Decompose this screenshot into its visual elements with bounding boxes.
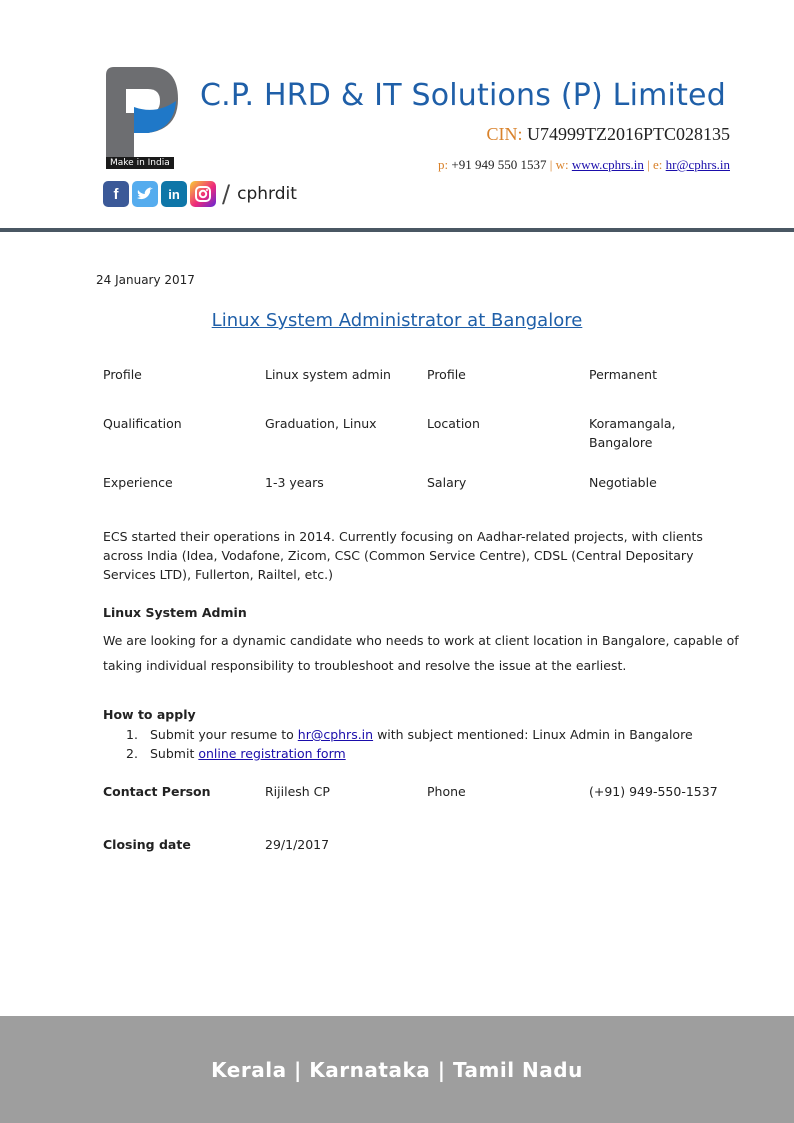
step-text: Submit your resume to — [150, 727, 294, 742]
contact-name: Rijilesh CP — [265, 784, 330, 799]
table-row — [103, 473, 751, 492]
footer-locations: Kerala | Karnataka | Tamil Nadu — [211, 1057, 583, 1082]
document-date: 24 January 2017 — [96, 273, 195, 287]
apply-email-link[interactable]: hr@cphrs.in — [297, 727, 374, 742]
table-row — [103, 365, 751, 384]
detail-label: Profile — [427, 367, 466, 382]
phone-value: (+91) 949-550-1537 — [589, 784, 718, 799]
website-link[interactable]: www.cphrs.in — [571, 157, 644, 172]
email-link[interactable]: hr@cphrs.in — [665, 157, 730, 172]
social-handle: cphrdit — [237, 184, 297, 204]
detail-value: Permanent — [589, 367, 657, 382]
detail-value: Koramangala, Bangalore — [589, 416, 676, 450]
instagram-icon[interactable] — [190, 181, 216, 207]
detail-label: Experience — [103, 475, 173, 490]
step-number: 2. — [126, 746, 138, 761]
company-logo — [104, 67, 178, 171]
detail-value: Linux system admin — [265, 367, 391, 382]
job-title[interactable]: Linux System Administrator at Bangalore — [211, 310, 583, 331]
phone-label: p: — [438, 157, 449, 172]
web-label: w: — [555, 157, 569, 172]
list-item — [126, 744, 693, 763]
step-text: Submit — [150, 746, 195, 761]
table-row — [103, 414, 699, 452]
linkedin-icon[interactable]: in — [161, 181, 187, 207]
registration-form-link[interactable]: online registration form — [198, 746, 346, 761]
closing-date: 29/1/2017 — [265, 837, 330, 852]
detail-label: Salary — [427, 475, 467, 490]
header-phone: +91 949 550 1537 — [451, 157, 547, 172]
list-item — [126, 725, 693, 744]
slash-divider: / — [222, 180, 231, 208]
role-description: We are looking for a dynamic candidate who needs to work at client location in Bangalore, capable of taking individual responsibility to troubleshoot and resolve the issue at the earliest. — [103, 633, 739, 673]
detail-label: Location — [427, 416, 480, 431]
apply-heading: How to apply — [103, 707, 196, 722]
social-links — [103, 180, 297, 208]
role-heading: Linux System Admin — [103, 605, 247, 620]
closing-label: Closing date — [103, 837, 191, 852]
cin-line — [486, 124, 730, 145]
contact-row — [103, 784, 753, 799]
step-text: with subject mentioned: Linux Admin in Bangalore — [377, 727, 693, 742]
detail-value: Graduation, Linux — [265, 416, 377, 431]
step-number: 1. — [126, 727, 138, 742]
contact-label: Contact Person — [103, 784, 211, 799]
detail-label: Qualification — [103, 416, 182, 431]
detail-label: Profile — [103, 367, 142, 382]
detail-value: Negotiable — [589, 475, 657, 490]
contact-line — [438, 157, 730, 173]
cin-label: CIN: — [486, 124, 523, 144]
company-description: ECS started their operations in 2014. Currently focusing on Aadhar-related projects, with clients across India (Idea, Vodafone, Zicom, CSC (Common Service Centre), CDSL (Central Depositary Services LTD), Fullerton, Railtel, etc.) — [103, 529, 703, 582]
header-divider — [0, 228, 794, 232]
make-in-india-badge: Make in India — [106, 157, 174, 169]
facebook-icon[interactable]: f — [103, 181, 129, 207]
closing-row — [103, 837, 753, 852]
email-label: e: — [653, 157, 663, 172]
separator: | — [647, 157, 650, 172]
apply-steps — [126, 725, 693, 763]
twitter-icon[interactable] — [132, 181, 158, 207]
company-name: C.P. HRD & IT Solutions (P) Limited — [200, 78, 726, 113]
phone-label: Phone — [427, 784, 466, 799]
separator: | — [549, 157, 553, 172]
footer-band — [0, 1016, 794, 1123]
cin-number: U74999TZ2016PTC028135 — [526, 124, 730, 144]
detail-value: 1-3 years — [265, 475, 324, 490]
